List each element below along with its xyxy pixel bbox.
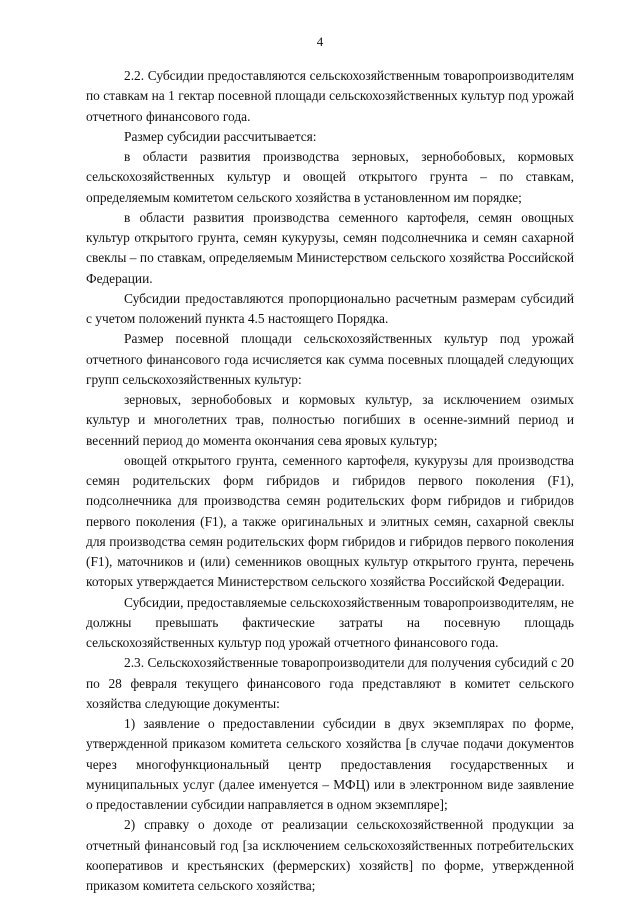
paragraph-seed-potatoes: в области развития производства семенного картофеля, семян овощных культур открытого грунта, семян кукурузы, семян подсолнечника и семян сахарной свеклы – по ставкам, определяемым Министерством сельского хозяйства Российской Федерации. xyxy=(86,209,574,286)
list-item-2: 2) справку о доходе от реализации сельскохозяйственной продукции за отчетный финансовый год [за исключением сельскохозяйственных потребительских кооперативов и крестьянских (фермерских) хозяйств] по форме, утвержденной приказом комитета сельского хозяйства; xyxy=(86,817,574,893)
paragraph-cereal-group: зерновых, зернобобовых и кормовых культур, за исключением озимых культур и многолетних трав, полностью погибших в осенне-зимний период и весенний период до момента окончания сева яровых культур; xyxy=(86,392,574,448)
paragraph-2-3: 2.3. Сельскохозяйственные товаропроизводители для получения субсидий с 20 по 28 февраля текущего финансового года представляют в комитет сельского хозяйства следующие документы: xyxy=(86,655,574,711)
document-body xyxy=(86,66,574,896)
paragraph-cost-limit: Субсидии, предоставляемые сельскохозяйственным товаропроизводителям, не должны превышать фактические затраты на посевную площадь сельскохозяйственных культур под урожай отчетного финансового года. xyxy=(86,594,574,650)
paragraph-grain-crops: в области развития производства зерновых, зернобобовых, кормовых сельскохозяйственных культур и овощей открытого грунта – по ставкам, определяемым комитетом сельского хозяйства в установленном им порядке; xyxy=(86,149,574,205)
page-number: 4 xyxy=(316,34,324,49)
list-item-1: 1) заявление о предоставлении субсидии в двух экземплярах по форме, утвержденной приказом комитета сельского хозяйства [в случае подачи документов через многофункциональный центр предоставления государственных и муниципальных услуг (далее именуется – МФЦ) или в электронном виде заявление о предоставлении субсидии направляется в одном экземпляре]; xyxy=(86,716,574,812)
paragraph-area-size: Размер посевной площади сельскохозяйственных культур под урожай отчетного финансового года исчисляется как сумма посевных площадей следующих групп сельскохозяйственных культур: xyxy=(86,331,574,387)
paragraph-vegetable-group: овощей открытого грунта, семенного картофеля, кукурузы для производства семян родительских форм гибридов и гибридов первого поколения (F1), подсолнечника для производства семян родительских форм гибридов и гибридов первого поколения (F1), а также оригинальных и элитных семян, сахарной свеклы для производства семян родительских форм гибридов и гибридов первого поколения (F1), маточников и (или) семенников овощных культур открытого грунта, перечень которых утверждается Министерством сельского хозяйства Российской Федерации. xyxy=(86,452,574,590)
paragraph-subsidy-calculation: Размер субсидии рассчитывается: xyxy=(124,128,317,144)
paragraph-2-2: 2.2. Субсидии предоставляются сельскохозяйственным товаропроизводителям по ставкам на 1 гектар посевной площади сельскохозяйственных культур под урожай отчетного финансового года. xyxy=(86,68,574,124)
paragraph-proportional: Субсидии предоставляются пропорционально расчетным размерам субсидий с учетом положений пункта 4.5 настоящего Порядка. xyxy=(86,290,574,326)
